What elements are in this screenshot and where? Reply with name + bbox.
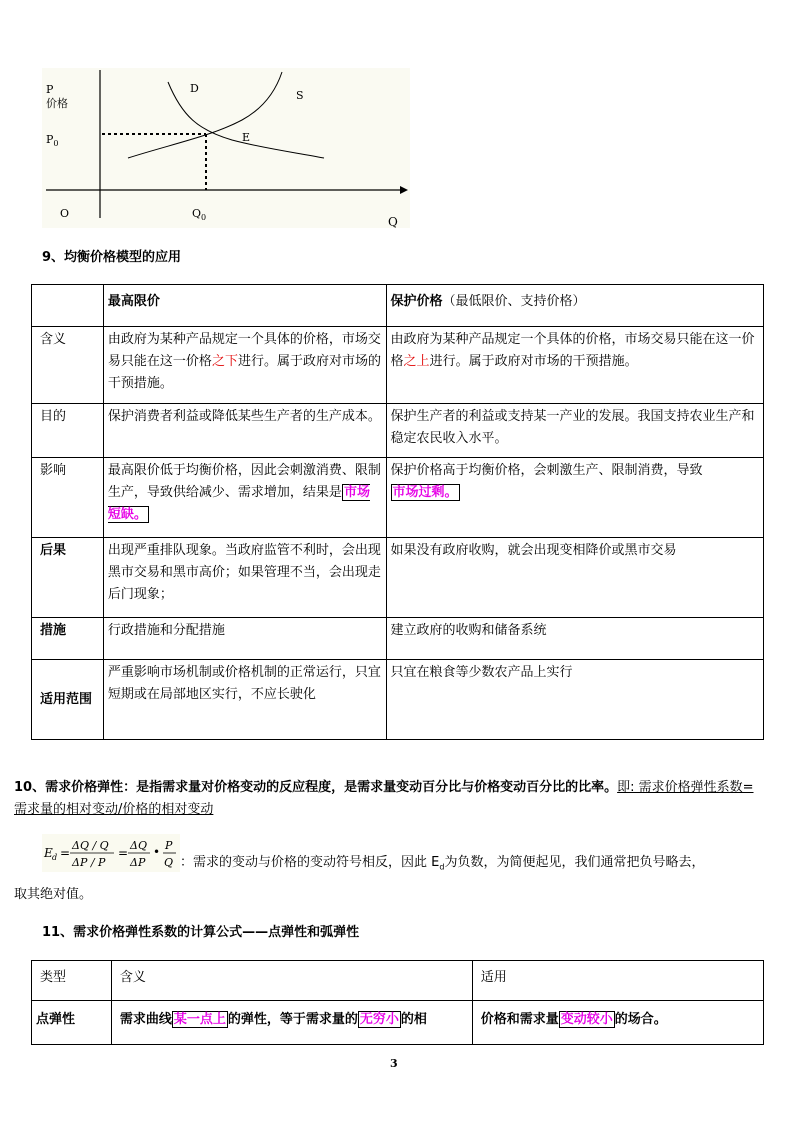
svg-text:ΔQ / Q: ΔQ / Q [72, 839, 109, 852]
support-scope-cell: 只宜在粮食等少数农产品上实行 [386, 660, 763, 740]
demand-label: D [190, 82, 199, 95]
ceiling-scope-cell: 严重影响市场机制或价格机制的正常运行，只宜短期或在局部地区实行，不应长驶化 [103, 660, 386, 740]
p0-label: $P_0$ [46, 133, 59, 149]
ceiling-purpose-cell: 保护消费者利益或降低某些生产者的生产成本。 [103, 404, 386, 458]
svg-text:Q: Q [164, 856, 174, 869]
row-label-point-elasticity: 点弹性 [32, 1001, 112, 1045]
support-meaning-cell: 由政府为某种产品规定一个具体的价格，市场交易只能在这一价格之上进行。属于政府对市场的干预措施。 [386, 327, 763, 404]
svg-text:P: P [165, 839, 173, 852]
supply-curve [128, 72, 282, 158]
header-meaning: 含义 [111, 961, 472, 1001]
diagram-svg [42, 68, 410, 228]
support-consequence-cell: 如果没有政府收购，就会出现变相降价或黑市交易 [386, 538, 763, 618]
section9-title: 9、均衡价格模型的应用 [42, 250, 182, 265]
section11-title: 11、需求价格弹性系数的计算公式——点弹性和弧弹性 [42, 925, 360, 940]
table-row [32, 618, 764, 660]
support-impact-cell: 保护价格高于均衡价格，会刺激生产、限制消费，导致 市场过剩。 [386, 458, 763, 538]
header-ceiling-price: 最高限价 [103, 285, 386, 327]
table-row [32, 404, 764, 458]
equilibrium-label: E [242, 131, 251, 144]
elasticity-type-table [31, 960, 764, 1045]
table-row [32, 1001, 764, 1045]
table-header-row [32, 961, 764, 1001]
section10-definition: 是指需求量对价格变动的反应程度，是需求量变动百分比与价格变动百分比的比率。 [136, 780, 618, 795]
support-measures-cell: 建立政府的收购和储备系统 [386, 618, 763, 660]
ceiling-meaning-cell: 由政府为某种产品规定一个具体的价格，市场交易只能在这一价格之下进行。属于政府对市场的干预措施。 [103, 327, 386, 404]
svg-text:•: • [153, 845, 161, 859]
formula-svg [42, 834, 180, 872]
header-type: 类型 [32, 961, 112, 1001]
q0-label: $Q_0$ [192, 207, 207, 223]
price-control-table [31, 284, 764, 740]
point-elasticity-meaning-cell: 需求曲线 某一点上 的弹性，等于需求量的 无穷小 的相 [111, 1001, 472, 1045]
page-number: 3 [390, 1057, 398, 1070]
header-applicable: 适用 [472, 961, 763, 1001]
x-axis-arrow [400, 186, 408, 194]
svg-text:ΔP: ΔP [130, 856, 146, 869]
row-label-meaning: 含义 [32, 327, 104, 404]
table-header-row [32, 285, 764, 327]
svg-text:ΔQ: ΔQ [130, 839, 147, 852]
svg-text:d: d [52, 853, 58, 862]
section10-paragraph [14, 777, 766, 821]
x-axis-letter: Q [388, 215, 398, 229]
header-empty-cell [32, 285, 104, 327]
formula-explanation: ：需求的变动与价格的变动符号相反，因此 $E_d$为负数，为简便起见，我们通常把负号略去， [180, 855, 705, 872]
y-axis-letter: P [46, 83, 54, 96]
formula-explanation-line2: 取其绝对值。 [14, 887, 93, 902]
svg-text:E: E [44, 846, 53, 860]
y-axis-label: 价格 [46, 97, 68, 110]
row-label-purpose: 目的 [32, 404, 104, 458]
section10-title: 10、需求价格弹性： [14, 780, 137, 795]
supply-label: S [296, 89, 304, 102]
supply-demand-diagram [42, 68, 410, 228]
row-label-consequence: 后果 [32, 538, 104, 618]
table-row [32, 458, 764, 538]
ceiling-consequence-cell: 出现严重排队现象。当政府监管不利时，会出现黑市交易和黑市高价；如果管理不当，会出现走后门现象； [103, 538, 386, 618]
elasticity-formula [42, 834, 180, 872]
table-row [32, 538, 764, 618]
origin-label: O [60, 207, 70, 220]
row-label-impact: 影响 [32, 458, 104, 538]
table-row [32, 327, 764, 404]
row-label-scope: 适用范围 [32, 660, 104, 740]
svg-text:=: = [118, 846, 129, 860]
row-label-measures: 措施 [32, 618, 104, 660]
point-elasticity-applicable-cell: 价格和需求量 变动较小 的场合。 [472, 1001, 763, 1045]
support-purpose-cell: 保护生产者的利益或支持某一产业的发展。我国支持农业生产和稳定农民收入水平。 [386, 404, 763, 458]
svg-text:=: = [60, 846, 71, 860]
header-support-price: 保护价格（最低限价、支持价格） [386, 285, 763, 327]
section10-formula-text: 即: 需求价格弹性系数=需求量的相对变动/价格的相对变动 [14, 780, 754, 817]
ceiling-impact-cell: 最高限价低于均衡价格，因此会刺激消费、限制生产，导致供给减少、需求增加，结果是 市场短缺。 [103, 458, 386, 538]
table-row [32, 660, 764, 740]
svg-text:ΔP / P: ΔP / P [72, 856, 106, 869]
ceiling-measures-cell: 行政措施和分配措施 [103, 618, 386, 660]
